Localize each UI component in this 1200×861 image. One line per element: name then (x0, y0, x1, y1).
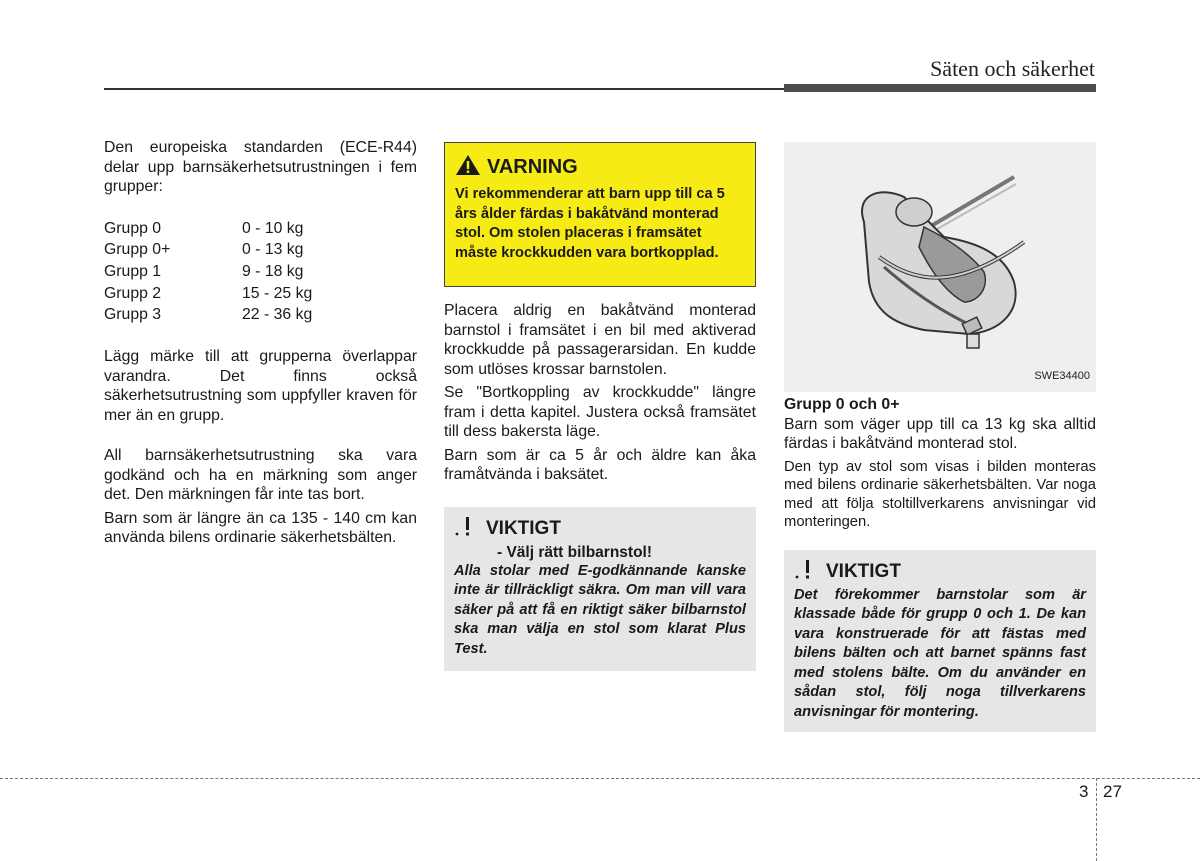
overlap-paragraph: Lägg märke till att grupperna överlappar varandra. Det finns också säkerhetsutrustning som uppfyller kraven för mer än en grupp. (104, 348, 417, 424)
page-number-divider (1096, 778, 1097, 861)
column-left (104, 138, 417, 548)
rear-seat-paragraph: Barn som är ca 5 år och äldre kan åka framåtvända i baksätet. (444, 446, 756, 483)
notice-subtitle: - Välj rätt bilbarnstol! (497, 543, 653, 561)
approval-paragraph: All barnsäkerhetsutrustning ska vara godkänd och ha en märkning som anger det. Den märkningen får inte tas bort. (104, 447, 417, 504)
intro-paragraph: Den europeiska standarden (ECE-R44) delar upp barnsäkerhetsutrustningen i fem grupper: (104, 139, 417, 195)
group-range: 0 - 13 kg (242, 241, 304, 259)
header-rule-accent (784, 84, 1096, 92)
rear-facing-seat-drawing (784, 142, 1096, 392)
page-number: 27 (1103, 782, 1122, 801)
notice-header (794, 558, 1086, 586)
disconnect-paragraph: Se "Bortkoppling av krockkudde" längre fram i detta kapitel. Justera också framsätet till dess bakersta läge. (444, 384, 756, 440)
warning-box (444, 142, 756, 287)
group-table (104, 218, 312, 327)
notice-text: Det förekommer barnstolar som är klassade både för grupp 0 och 1. De kan vara konstruerade för att fästas med bilens bälten och att barnet spänns fast med stolens bälte. Om du använder en sådan stol, följ noga tillverkarens anvisningar för montering. (794, 586, 1086, 720)
notice-box-dual-group (784, 550, 1096, 733)
column-middle (444, 142, 756, 671)
page-header-title: Säten och säkerhet (930, 56, 1095, 81)
notice-box-choose-seat (444, 507, 756, 672)
weight-paragraph: Barn som väger upp till ca 13 kg ska alltid färdas i bakåtvänd monterad stol. (784, 415, 1096, 452)
group-name: Grupp 2 (104, 284, 162, 302)
section-number: 3 (1079, 782, 1089, 801)
warning-triangle-icon (455, 153, 481, 183)
table-row (104, 239, 312, 261)
middle-text (444, 301, 756, 485)
exclamation-icon (454, 513, 476, 545)
warning-header (455, 152, 745, 184)
warning-text: Vi rekommenderar att barn upp till ca 5 års ålder färdas i bakåtvänd monterad stol. Om stolen placeras i framsätet måste krockkudden vara bortkopplad. (455, 186, 725, 261)
column-right (784, 142, 1096, 732)
mounting-paragraph: Den typ av stol som visas i bilden monteras med bilens ordinarie säkerhetsbälten. Var noga med att följa stoltillverkarens anvisningar vid monteringen. (784, 458, 1096, 530)
notice-header (454, 515, 746, 543)
group-range: 0 - 10 kg (242, 219, 304, 237)
group-name: Grupp 0 (104, 219, 162, 237)
group-name: Grupp 3 (104, 306, 162, 324)
exclamation-icon (794, 556, 816, 588)
notice-title: VIKTIGT (486, 517, 561, 539)
figure-code: SWE34400 (1034, 369, 1090, 382)
table-row (104, 261, 312, 283)
child-seat-illustration (784, 142, 1096, 392)
group-range: 9 - 18 kg (242, 262, 304, 280)
warning-title: VARNING (487, 156, 578, 179)
group-name: Grupp 0+ (104, 241, 171, 259)
group-range: 15 - 25 kg (242, 284, 313, 302)
group-name: Grupp 1 (104, 262, 162, 280)
group-range: 22 - 36 kg (242, 306, 313, 324)
footer-divider (0, 778, 1200, 779)
section-heading: Grupp 0 och 0+ (784, 396, 900, 413)
notice-text: Alla stolar med E-godkännande kanske inte är tillräckligt säkra. Om man vill vara säker på att få en riktigt säker bilbarnstol ska man välja en stol som klarat Plus Test. (454, 562, 746, 657)
table-row (104, 218, 312, 240)
notice-title: VIKTIGT (826, 560, 901, 582)
header-rule (104, 88, 784, 90)
table-row (104, 283, 312, 305)
table-row (104, 304, 312, 326)
airbag-paragraph: Placera aldrig en bakåtvänd monterad barnstol i framsätet i en bil med aktiverad krockkudde på passagerarsidan. En kudde som utlöses krossar barnstolen. (444, 302, 756, 378)
height-paragraph: Barn som är längre än ca 135 - 140 cm kan använda bilens ordinarie säkerhetsbälten. (104, 509, 417, 547)
